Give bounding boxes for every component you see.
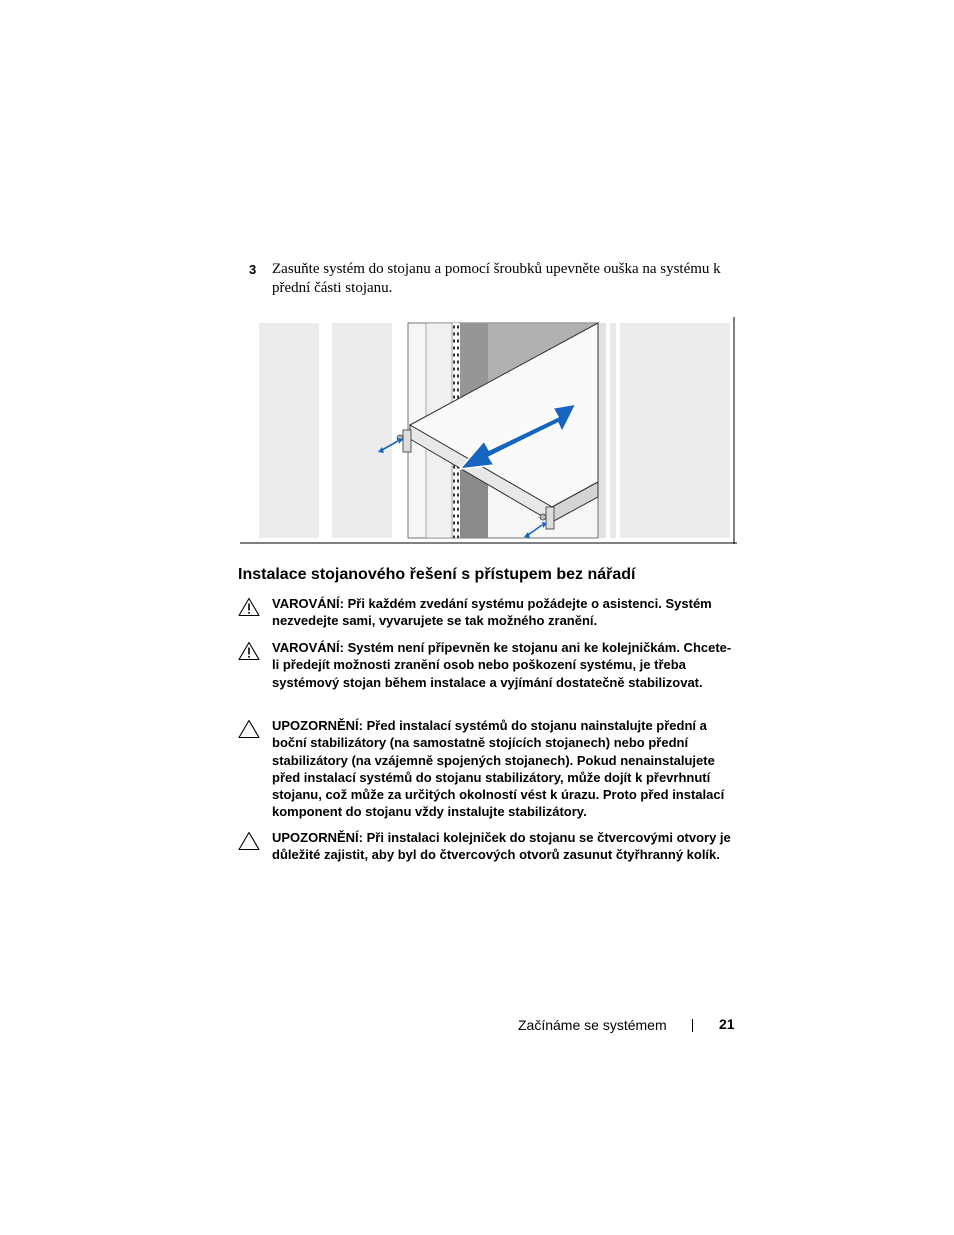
step-3 <box>249 260 749 298</box>
step-text: Zasuňte systém do stojanu a pomocí šroubků upevněte ouška na systému k přední části stojanu. <box>272 261 721 296</box>
notice-text: VAROVÁNÍ: Při každém zvedání systému požádejte o asistenci. Systém nezvedejte sami, vyvarujete se tak možného zranění. <box>272 596 712 629</box>
footer-divider <box>692 1019 693 1032</box>
rack-panel <box>620 323 730 538</box>
page-number: 21 <box>719 1016 735 1032</box>
mounting-ear <box>546 507 554 529</box>
caution-notice-2 <box>238 829 738 864</box>
mounting-ear <box>403 430 411 452</box>
notice-text: UPOZORNĚNÍ: Při instalaci kolejniček do stojanu se čtvercovými otvory je důležité zajistit, aby byl do čtvercových otvorů zasunut čtyřhranný kolík. <box>272 830 731 863</box>
warning-notice-2 <box>238 639 738 691</box>
warning-notice-1 <box>238 595 738 630</box>
caution-notice-1 <box>238 717 738 821</box>
section-title: Instalace stojanového řešení s přístupem bez nářadí <box>238 566 636 583</box>
step-number: 3 <box>249 262 257 277</box>
notice-text: VAROVÁNÍ: Systém není připevněn ke stojanu ani ke kolejničkám. Chcete-li předejít možnosti zranění osob nebo poškození systému, je třeba systémový stojan během instalace a vyjímání dostatečně stabilizovat. <box>272 640 732 690</box>
rack-panel <box>332 323 392 538</box>
footer-chapter-title: Začínáme se systémem <box>518 1017 667 1033</box>
caution-triangle-icon <box>238 831 260 851</box>
rack-install-illustration <box>240 317 737 544</box>
warning-triangle-icon <box>238 597 260 617</box>
notice-text: UPOZORNĚNÍ: Před instalací systémů do stojanu nainstalujte přední a boční stabilizátory (na samostatně stojících stojanech) nebo přední stabilizátory (na vzájemně spojených stojanech). Pokud nenainstalujete před instalací systémů do stojanu stabilizátory, může dojít k převrhnutí stojanu, což může za určitých okolností vést k úrazu. Proto před instalací komponent do stojanu vždy instalujte stabilizátory. <box>272 718 725 820</box>
warning-triangle-icon <box>238 641 260 661</box>
caution-triangle-icon <box>238 719 260 739</box>
rack-panel <box>259 323 319 538</box>
